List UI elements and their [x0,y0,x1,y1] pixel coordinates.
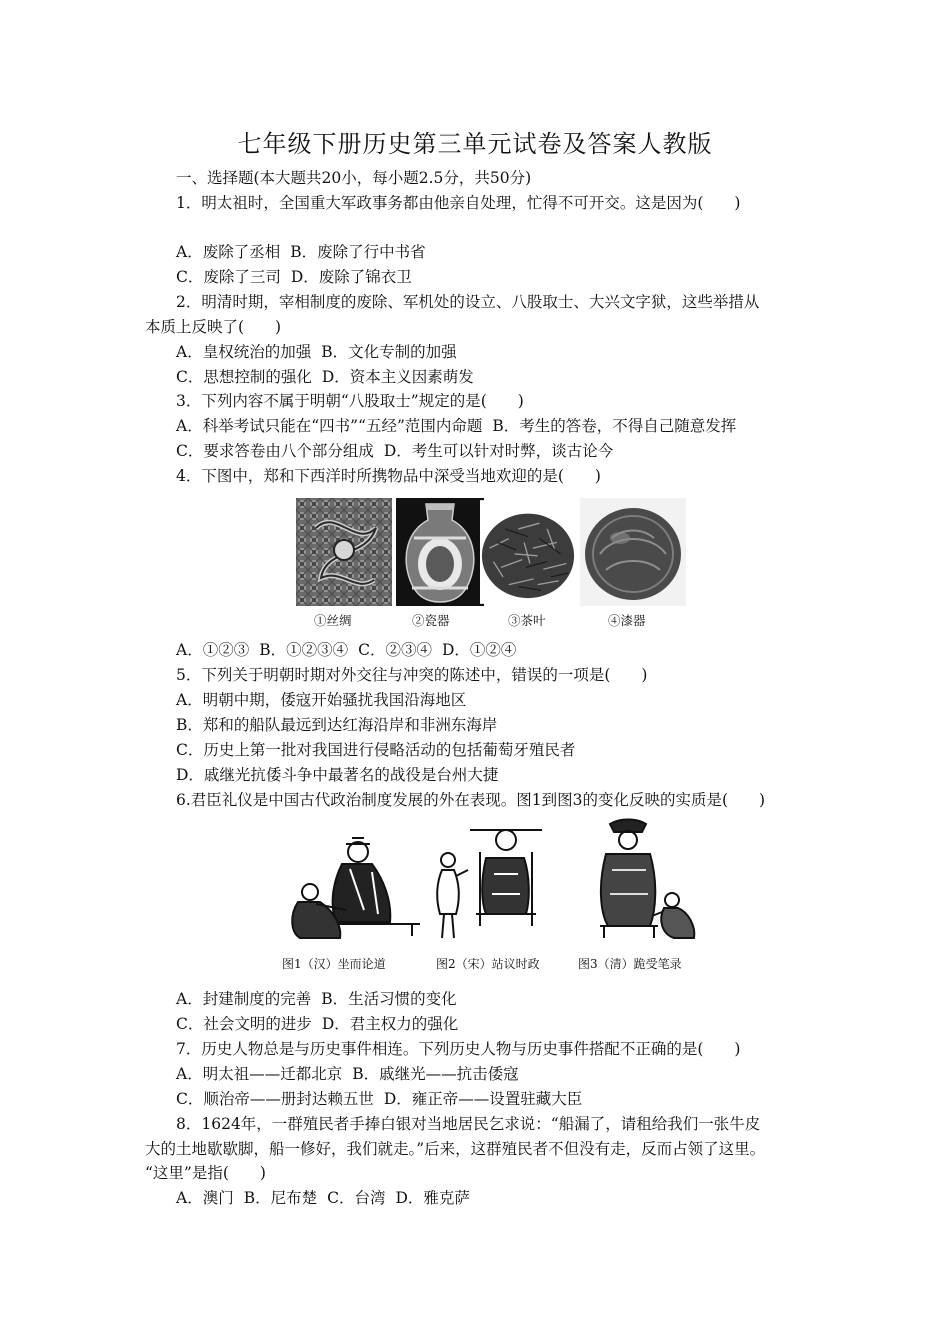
question-2-stem-line-2: 本质上反映了( ) [145,318,282,336]
q8-option-d: D．雅克萨 [395,1189,470,1207]
caption-silk: ①丝绸 [314,613,352,628]
lacquerware-photo [580,498,686,606]
q1-option-d: D．废除了锦衣卫 [290,268,412,286]
question-1-options-row-1 [176,242,436,262]
question-3-options-row-1 [176,416,746,436]
q4-option-d: D．①②④ [441,641,517,659]
han-seated-discussion-drawing [292,838,420,938]
question-7-options-row-1 [176,1064,529,1084]
question-8-stem-line-1: 8．1624年，一群殖民者手捧白银对当地居民乞求说：“船漏了，请租给我们一张牛皮 [176,1115,761,1133]
tea-leaves-photo [480,498,576,606]
question-4-stem: 4．下图中，郑和下西洋时所携物品中深受当地欢迎的是( ) [176,467,601,485]
question-2-options-row-2 [176,367,484,387]
question-2-stem-line-1: 2．明清时期，宰相制度的废除、军机处的设立、八股取士、大兴文字狱，这些举措从 [176,293,760,311]
question-6-options-row-2 [176,1014,468,1034]
q7-option-c: C．顺治帝——册封达赖五世 [176,1090,374,1108]
question-2-options-row-1 [176,342,467,362]
q7-option-d: D．雍正帝——设置驻藏大臣 [383,1090,583,1108]
question-8-options [176,1188,480,1208]
q3-option-d: D．考生可以针对时弊，谈古论今 [383,442,614,460]
q8-option-a: A．澳门 [176,1189,234,1207]
q7-option-a: A．明太祖——迁都北京 [176,1065,343,1083]
q6-option-c: C．社会文明的进步 [176,1015,312,1033]
q3-option-c: C．要求答卷由八个部分组成 [176,442,374,460]
caption-fig2: 图2（宋）站议时政 [436,957,540,971]
question-6-stem: 6.君臣礼仪是中国古代政治制度发展的外在表现。图1到图3的变化反映的实质是( ) [176,791,766,809]
q4-option-a: A．①②③ [176,641,250,659]
question-6-options-row-1 [176,989,467,1009]
q3-option-a: A．科举考试只能在“四书”“五经”范围内命题 [176,417,483,435]
question-1-stem: 1．明太祖时，全国重大军政事务都由他亲自处理，忙得不可开交。这是因为( ) [176,194,741,212]
q6-option-b: B．生活习惯的变化 [321,990,457,1008]
q5-option-b: B．郑和的船队最远到达红海沿岸和非洲东海岸 [176,716,498,734]
q5-option-d: D．戚继光抗倭斗争中最著名的战役是台州大捷 [176,766,499,784]
caption-tea: ③茶叶 [508,613,546,628]
porcelain-photo [392,498,488,606]
page-title: 七年级下册历史第三单元试卷及答案人教版 [237,130,713,158]
q8-option-b: B．尼布楚 [243,1189,318,1207]
q4-option-c: C．②③④ [358,641,432,659]
question-3-options-row-2 [176,441,623,461]
question-8-stem-line-2: 大的土地歇歇脚，船一修好，我们就走。”后来，这群殖民者不但没有走，反而占领了这里。 [145,1140,766,1158]
question-4-options [176,640,526,660]
question-8-stem-line-3: “这里”是指( ) [145,1164,266,1182]
caption-fig1: 图1（汉）坐而论道 [282,957,386,971]
q5-option-c: C．历史上第一批对我国进行侵略活动的包括葡萄牙殖民者 [176,741,576,759]
q7-option-b: B．戚继光——抗击倭寇 [352,1065,519,1083]
q4-option-b: B．①②③④ [259,641,349,659]
qing-kneeling-record-drawing [600,820,694,939]
etiquette-illustrations [280,814,700,949]
q1-option-a: A．废除了丞相 [176,243,281,261]
q3-option-b: B．考生的答卷，不得自己随意发挥 [492,417,737,435]
silk-photo [296,498,392,606]
question-4-figure [296,498,686,628]
question-5-stem: 5．下列关于明朝时期对外交往与冲突的陈述中，错误的一项是( ) [176,666,648,684]
q8-option-c: C．台湾 [327,1189,386,1207]
question-1-options-row-2 [176,267,422,287]
caption-porcelain: ②瓷器 [412,613,450,628]
q1-option-b: B．废除了行中书省 [290,243,426,261]
q2-option-a: A．皇权统治的加强 [176,343,312,361]
question-6-figure [280,814,700,979]
q2-option-c: C．思想控制的强化 [176,368,312,386]
q1-option-c: C．废除了三司 [176,268,281,286]
q2-option-d: D．资本主义因素萌发 [321,368,474,386]
song-standing-discussion-drawing [437,830,542,938]
q6-option-a: A．封建制度的完善 [176,990,312,1008]
question-3-stem: 3．下列内容不属于明朝“八股取士”规定的是( ) [176,392,524,410]
q5-option-a: A．明朝中期，倭寇开始骚扰我国沿海地区 [176,691,467,709]
section-heading: 一、选择题(本大题共20小，每小题2.5分，共50分) [176,169,532,187]
caption-fig3: 图3（清）跪受笔录 [578,957,682,971]
question-7-options-row-2 [176,1089,592,1109]
question-7-stem: 7．历史人物总是与历史事件相连。下列历史人物与历史事件搭配不正确的是( ) [176,1040,741,1058]
q6-option-d: D．君主权力的强化 [321,1015,459,1033]
q2-option-b: B．文化专制的加强 [321,343,457,361]
caption-lacquerware: ④漆器 [608,613,646,628]
